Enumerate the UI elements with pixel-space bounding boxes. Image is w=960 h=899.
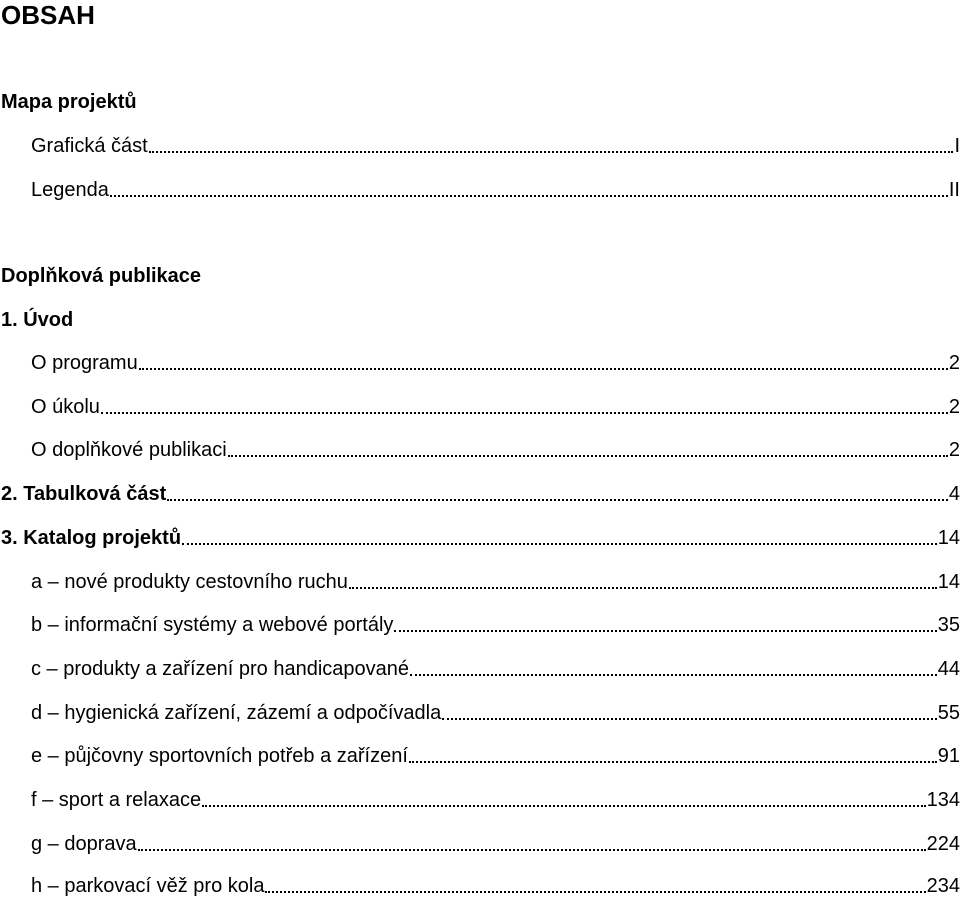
dot-leader <box>202 805 926 807</box>
dot-leader <box>409 761 937 763</box>
section-heading-doplnkova: Doplňková publikace <box>1 265 202 287</box>
toc-entry-label: 3. Katalog projektů <box>1 527 182 549</box>
dot-leader <box>349 587 937 589</box>
toc-entry-page: 234 <box>926 875 960 897</box>
toc-entry-o-programu[interactable] <box>0 345 960 375</box>
toc-entry-page: 2 <box>948 439 960 461</box>
dot-leader <box>167 499 948 501</box>
toc-entry-tabulkova-cast[interactable] <box>0 476 960 506</box>
dot-leader <box>182 543 937 545</box>
toc-entry-o-doplnkove-publikaci[interactable] <box>0 432 960 462</box>
toc-entry-page: 55 <box>937 702 960 724</box>
section-heading-mapa: Mapa projektů <box>1 91 137 113</box>
toc-entry-c[interactable] <box>0 651 960 681</box>
toc-entry-label: c – produkty a zařízení pro handicapované <box>31 658 410 680</box>
toc-entry-label: O programu <box>31 352 138 374</box>
dot-leader <box>228 455 948 457</box>
toc-entry-e[interactable] <box>0 738 960 768</box>
toc-entry-label: O doplňkové publikaci <box>31 439 227 461</box>
toc-entry-label: b – informační systémy a webové portály <box>31 614 394 636</box>
dot-leader <box>139 368 948 370</box>
toc-entry-legenda[interactable] <box>0 172 960 202</box>
page-title: OBSAH <box>1 0 95 30</box>
toc-entry-page: 2 <box>948 396 960 418</box>
toc-entry-f[interactable] <box>0 782 960 812</box>
toc-entry-label: h – parkovací věž pro kola <box>31 875 265 897</box>
dot-leader <box>101 412 948 414</box>
toc-entry-label: d – hygienická zařízení, zázemí a odpočívadla <box>31 702 442 724</box>
toc-entry-label: O úkolu <box>31 396 100 418</box>
toc-entry-h[interactable] <box>0 868 960 898</box>
toc-entry-label: 2. Tabulková část <box>1 483 167 505</box>
toc-entry-page: 2 <box>948 352 960 374</box>
toc-entry-page: 134 <box>926 789 960 811</box>
toc-entry-g[interactable] <box>0 826 960 856</box>
toc-entry-label: Grafická část <box>31 135 148 157</box>
section-heading-uvod: 1. Úvod <box>1 309 74 331</box>
toc-entry-label: e – půjčovny sportovních potřeb a zařízení <box>31 745 408 767</box>
toc-entry-label: g – doprava <box>31 833 137 855</box>
dot-leader <box>394 630 936 632</box>
toc-entry-graficka-cast[interactable] <box>0 128 960 158</box>
toc-entry-page: II <box>948 179 960 201</box>
toc-entry-katalog-projektu[interactable] <box>0 520 960 550</box>
dot-leader <box>265 891 925 893</box>
dot-leader <box>110 195 948 197</box>
dot-leader <box>410 674 937 676</box>
toc-entry-b[interactable] <box>0 607 960 637</box>
toc-entry-label: Legenda <box>31 179 109 201</box>
toc-entry-d[interactable] <box>0 695 960 725</box>
toc-entry-o-ukolu[interactable] <box>0 389 960 419</box>
dot-leader <box>149 151 954 153</box>
toc-entry-page: 14 <box>937 571 960 593</box>
toc-entry-page: 35 <box>937 614 960 636</box>
toc-entry-page: 14 <box>937 527 960 549</box>
dot-leader <box>138 849 926 851</box>
toc-entry-a[interactable] <box>0 564 960 594</box>
toc-entry-page: 44 <box>937 658 960 680</box>
toc-entry-page: I <box>954 135 960 157</box>
toc-entry-page: 224 <box>926 833 960 855</box>
toc-entry-page: 4 <box>948 483 960 505</box>
toc-entry-label: f – sport a relaxace <box>31 789 202 811</box>
toc-entry-label: a – nové produkty cestovního ruchu <box>31 571 348 593</box>
dot-leader <box>442 718 937 720</box>
toc-entry-page: 91 <box>937 745 960 767</box>
